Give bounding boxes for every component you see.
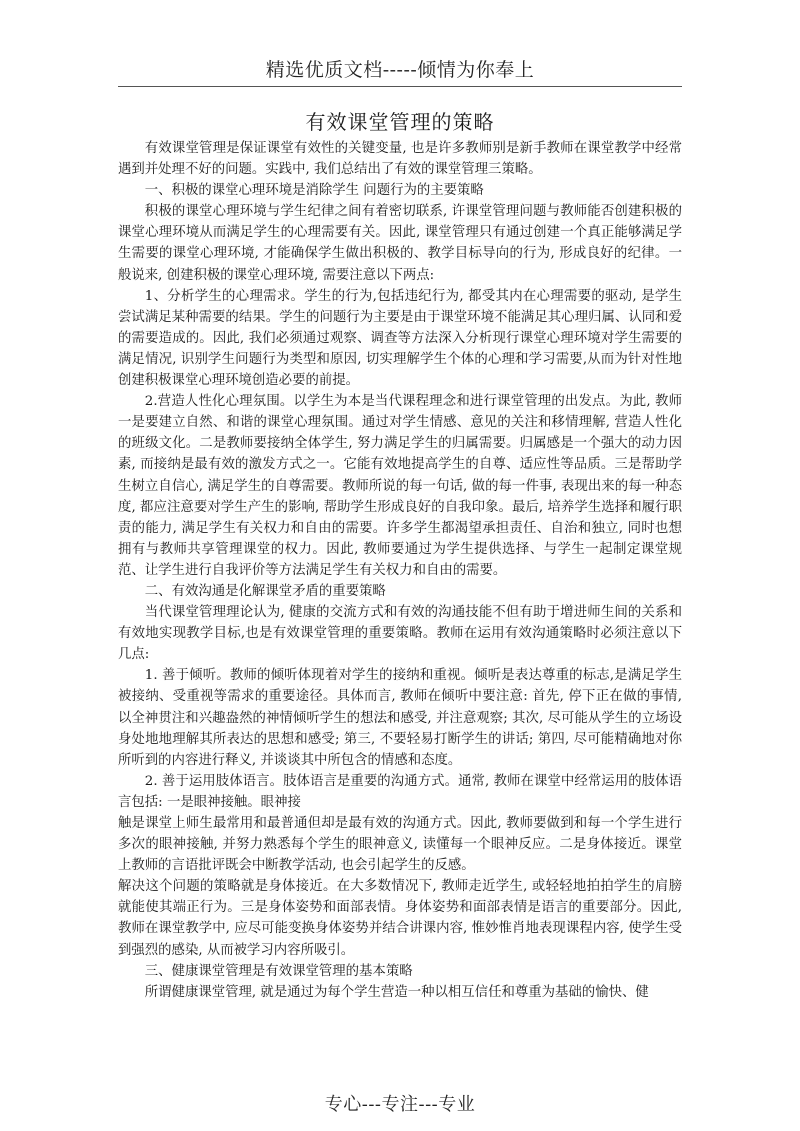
section-heading-1: 一、积极的课堂心理环境是消除学生 问题行为的主要策略 bbox=[144, 183, 484, 199]
document-title: 有效课堂管理的策略 bbox=[305, 110, 495, 134]
list-item: 2. 善于运用肢体语言。肢体语言是重要的沟通方式。通常, 教师在课堂中经常运用的肢体语言包括: 一是眼神接触。眼神接 bbox=[118, 773, 682, 810]
section-heading-3: 三、健康课堂管理是有效课堂管理的基本策略 bbox=[144, 963, 413, 979]
body-paragraph: 所谓健康课堂管理, 就是通过为每个学生营造一种以相互信任和尊重为基础的愉快、健 bbox=[144, 984, 649, 1000]
body-paragraph: 积极的课堂心理环境与学生纪律之间有着密切联系, 许课堂管理问题与教师能否创建积极的课堂心理环境从而满足学生的心理需要有关。因此, 课堂管理只有通过创建一个真正能够满足学生需要的课堂心理环境, 才能确保学生做出积极的、教学目标导向的行为, 形成良好的纪律。一般说来, 创建积极的课堂心理环境, 需要注意以下两点: bbox=[118, 204, 682, 283]
header-divider bbox=[118, 86, 682, 87]
body-paragraph: 触是课堂上师生最常用和最普通但却是最有效的沟通方式。因此, 教师要做到和每一个学生进行多次的眼神接触, 并努力熟悉每个学生的眼神意义, 读懂每一个眼神反应。二是身体接近。课堂上教师的言语批评既会中断教学活动, 也会引起学生的反感。 bbox=[118, 816, 682, 874]
page-footer: 专心---专注---专业 bbox=[324, 1094, 476, 1115]
list-item: 1、分析学生的心理需求。学生的行为,包括违纪行为, 都受其内在心理需要的驱动, 是学生尝试满足某种需要的结果。学生的问题行为主要是由于课堂环境不能满足其心理归属、认同和爱的需要造成的。因此, 我们必须通过观察、调查等方法深入分析现行课堂心理环境对学生需要的满足情况, 识别学生问题行为类型和原因, 切实理解学生个体的心理和学习需要,从而为针对性地创建积极课堂心理环境创造必要的前提。 bbox=[118, 288, 682, 389]
section-heading-2: 二、有效沟通是化解课堂矛盾的重要策略 bbox=[144, 583, 386, 599]
body-paragraph: 当代课堂管理理论认为, 健康的交流方式和有效的沟通技能不但有助于增进师生间的关系和有效地实现教学目标,也是有效课堂管理的重要策略。教师在运用有效沟通策略时必须注意以下几点: bbox=[118, 605, 682, 663]
body-paragraph: 解决这个问题的策略就是身体接近。在大多数情况下, 教师走近学生, 或轻轻地拍拍学生的肩膀就能使其端正行为。三是身体姿势和面部表情。身体姿势和面部表情是语言的重要部分。因此, 教师在课堂教学中, 应尽可能变换身体姿势并结合讲课内容, 惟妙惟肖地表现课程内容, 使学生受到强烈的感染, 从而被学习内容所吸引。 bbox=[118, 879, 682, 958]
page-header: 精选优质文档-----倾情为你奉上 bbox=[265, 59, 535, 81]
intro-paragraph: 有效课堂管理是保证课堂有效性的关键变量, 也是许多教师别是新手教师在课堂教学中经常遇到并处理不好的问题。实践中, 我们总结出了有效的课堂管理三策略。 bbox=[118, 141, 682, 178]
list-item: 2.营造人性化心理氛围。以学生为本是当代课程理念和进行课堂管理的出发点。为此, 教师一是要建立自然、和谐的课堂心理氛围。通过对学生情感、意见的关注和移情理解, 营造人性化的班级文化。二是教师要接纳全体学生, 努力满足学生的归属需要。归属感是一个强大的动力因素, 而接纳是最有效的激发方式之一。它能有效地提高学生的自尊、适应性等品质。三是帮助学生树立自信心, 满足学生的自尊需要。教师所说的每一句话, 做的每一件事, 表现出来的每一种态度, 都应注意要对学生产生的影响, 帮助学生形成良好的自我印象。最后, 培养学生选择和履行职责的能力, 满足学生有关权力和自由的需要。许多学生都渴望承担责任、自治和独立, 同时也想拥有与教师共享管理课堂的权力。因此, 教师要通过为学生提供选择、与学生一起制定课堂规范、让学生进行自我评价等方法满足学生有关权力和自由的需要。 bbox=[118, 394, 682, 578]
document-body bbox=[118, 138, 682, 1003]
list-item: 1. 善于倾听。教师的倾听体现着对学生的接纳和重视。倾听是表达尊重的标志,是满足学生被接纳、受重视等需求的重要途径。具体而言, 教师在倾听中要注意: 首先, 停下正在做的事情, 以全神贯注和兴趣盎然的神情倾听学生的想法和感受, 并注意观察; 其次, 尽可能从学生的立场设身处地地理解其所表达的思想和感受; 第三, 不要轻易打断学生的讲话; 第四, 尽可能精确地对你所听到的内容进行释义, 并谈谈其中所包含的情感和态度。 bbox=[118, 668, 682, 768]
